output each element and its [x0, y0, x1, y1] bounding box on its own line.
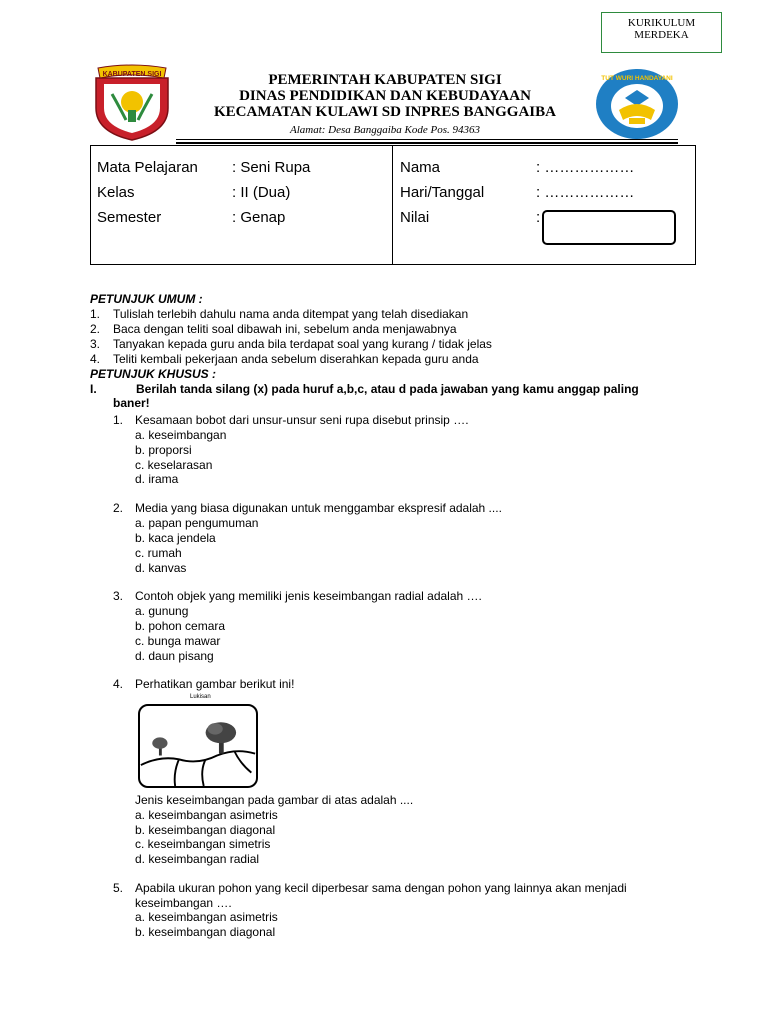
answer-option[interactable]: b. keseimbangan diagonal	[135, 925, 276, 939]
question-text-continued: keseimbangan ….	[135, 896, 232, 910]
header-rule-thin	[176, 139, 678, 140]
general-item-num: 1.	[90, 307, 101, 321]
question-followup: Jenis keseimbangan pada gambar di atas adalah ....	[135, 793, 414, 807]
answer-option[interactable]: a. keseimbangan	[135, 428, 227, 442]
question-text: Contoh objek yang memiliki jenis keseimbangan radial adalah ….	[135, 589, 482, 603]
header-government: PEMERINTAH KABUPATEN SIGI	[268, 72, 502, 88]
answer-option[interactable]: d. keseimbangan radial	[135, 852, 260, 866]
score-box[interactable]	[542, 210, 676, 245]
question-number: 3.	[113, 589, 124, 603]
answer-option[interactable]: b. proporsi	[135, 443, 192, 457]
general-item-text: Tanyakan kepada guru anda bila terdapat soal yang kurang / tidak jelas	[113, 337, 492, 351]
answer-option[interactable]: a. keseimbangan asimetris	[135, 910, 278, 924]
question-text: Perhatikan gambar berikut ini!	[135, 677, 295, 691]
answer-option[interactable]: d. daun pisang	[135, 649, 214, 663]
header-department: DINAS PENDIDIKAN DAN KEBUDAYAAN	[239, 88, 531, 104]
score-colon: :	[536, 209, 541, 226]
answer-option[interactable]: d. kanvas	[135, 561, 187, 575]
kabupaten-sigi-logo	[90, 64, 174, 142]
header-address: Alamat: Desa Banggaiba Kode Pos. 94363	[289, 124, 481, 136]
section-instruction-line-2: baner!	[113, 396, 150, 410]
answer-option[interactable]: c. keselarasan	[135, 458, 213, 472]
general-item-text: Teliti kembali pekerjaan anda sebelum diserahkan kepada guru anda	[113, 352, 479, 366]
answer-option[interactable]: b. pohon cemara	[135, 619, 226, 633]
semester-label: Semester	[97, 209, 162, 226]
answer-option[interactable]: a. gunung	[135, 604, 189, 618]
question-number: 5.	[113, 881, 124, 895]
answer-option[interactable]: a. keseimbangan asimetris	[135, 808, 278, 822]
score-label: Nilai	[400, 209, 430, 226]
name-label: Nama	[400, 159, 441, 176]
question-number: 2.	[113, 501, 124, 515]
subject-label: Mata Pelajaran	[97, 159, 198, 176]
header-rule-thick	[176, 142, 678, 144]
answer-option[interactable]: c. rumah	[135, 546, 182, 560]
curriculum-badge	[601, 12, 722, 53]
question-number: 1.	[113, 413, 124, 427]
question-text: Kesamaan bobot dari unsur-unsur seni rupa disebut prinsip ….	[135, 413, 469, 427]
info-box-divider	[392, 145, 393, 265]
answer-option[interactable]: d. irama	[135, 472, 179, 486]
answer-option[interactable]: b. kaca jendela	[135, 531, 216, 545]
badge-line-1: KURIKULUM	[627, 17, 696, 29]
answer-option[interactable]: c. bunga mawar	[135, 634, 221, 648]
name-field[interactable]: : ………………	[536, 159, 635, 176]
logo-right-text: TUT WURI HANDAYANI	[601, 75, 673, 82]
general-item-num: 3.	[90, 337, 101, 351]
picture-caption: Lukisan	[190, 694, 211, 700]
tut-wuri-handayani-logo	[595, 68, 679, 140]
answer-option[interactable]: c. keseimbangan simetris	[135, 837, 271, 851]
section-instruction-line-1: Berilah tanda silang (x) pada huruf a,b,c, atau d pada jawaban yang kamu anggap paling	[136, 382, 639, 396]
question-text: Media yang biasa digunakan untuk menggambar ekspresif adalah ....	[135, 501, 502, 515]
general-item-num: 2.	[90, 322, 101, 336]
class-value: : II (Dua)	[232, 184, 291, 201]
section-number: I.	[90, 382, 97, 396]
question-text: Apabila ukuran pohon yang kecil diperbesar sama dengan pohon yang lainnya akan menjadi	[135, 881, 627, 895]
subject-value: : Seni Rupa	[232, 159, 311, 176]
general-item-text: Tulislah terlebih dahulu nama anda ditempat yang telah disediakan	[113, 307, 469, 321]
class-label: Kelas	[97, 184, 135, 201]
answer-option[interactable]: b. keseimbangan diagonal	[135, 823, 276, 837]
badge-line-2: MERDEKA	[634, 29, 689, 41]
painting-illustration	[138, 704, 258, 788]
general-item-num: 4.	[90, 352, 101, 366]
header-school: KECAMATAN KULAWI SD INPRES BANGGAIBA	[214, 104, 556, 120]
specific-instructions-title: PETUNJUK KHUSUS :	[90, 367, 217, 381]
semester-value: : Genap	[232, 209, 286, 226]
answer-option[interactable]: a. papan pengumuman	[135, 516, 259, 530]
question-number: 4.	[113, 677, 124, 691]
general-item-text: Baca dengan teliti soal dibawah ini, sebelum anda menjawabnya	[113, 322, 457, 336]
general-instructions-title: PETUNJUK UMUM :	[90, 292, 203, 306]
logo-left-text: KABUPATEN SIGI	[102, 71, 162, 78]
date-field[interactable]: : ………………	[536, 184, 635, 201]
date-label: Hari/Tanggal	[400, 184, 485, 201]
